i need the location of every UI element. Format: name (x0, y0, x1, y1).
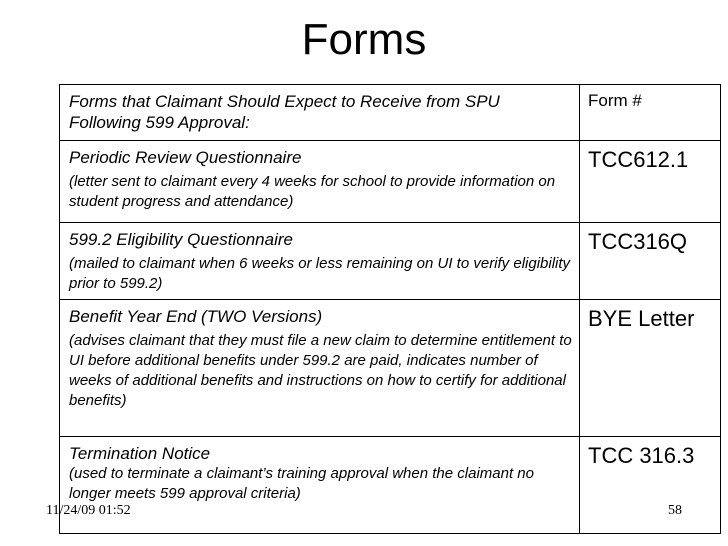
header-description: Forms that Claimant Should Expect to Receive from SPU Following 599 Approval: (69, 92, 500, 132)
row-form-cell (580, 300, 721, 437)
table-row (60, 437, 721, 534)
row-form-cell (580, 437, 721, 534)
row-form-number: TCC612.1 (588, 147, 689, 172)
row-description-cell (60, 223, 580, 300)
table-row (60, 223, 721, 300)
row-form-note: (used to terminate a claimant’s training approval when the claimant no longer meets 599 approval criteria) (69, 465, 534, 502)
row-form-name: Benefit Year End (TWO Versions) (69, 307, 323, 326)
slide-title: Forms (301, 15, 427, 64)
header-description-cell (60, 85, 580, 141)
row-form-number: BYE Letter (588, 306, 695, 331)
row-description-cell (60, 141, 580, 223)
row-form-cell (580, 141, 721, 223)
header-form-cell (580, 85, 721, 141)
row-description-cell (60, 437, 580, 534)
row-form-name: Termination Notice (69, 444, 211, 463)
row-form-name: Periodic Review Questionnaire (69, 148, 302, 167)
table-header-row (60, 85, 721, 141)
row-form-number: TCC316Q (588, 229, 688, 254)
row-form-note: (advises claimant that they must file a new claim to determine entitlement to UI before additional benefits under 599.2 are paid, indicates number of weeks of additional benefits and instructions on how to certify for additional benefits) (69, 332, 572, 409)
row-form-note: (letter sent to claimant every 4 weeks for school to provide information on student progress and attendance) (69, 173, 556, 210)
footer-date: 11/24/09 01:52 (46, 503, 131, 518)
header-form-label: Form # (588, 91, 642, 110)
row-description-cell (60, 300, 580, 437)
page-number: 58 (668, 503, 682, 518)
row-form-name: 599.2 Eligibility Questionnaire (69, 230, 293, 249)
row-form-note: (mailed to claimant when 6 weeks or less remaining on UI to verify eligibility prior to 599.2) (69, 255, 571, 292)
table-row (60, 300, 721, 437)
table-row (60, 141, 721, 223)
row-form-cell (580, 223, 721, 300)
row-form-number: TCC 316.3 (588, 443, 695, 468)
forms-table (59, 84, 721, 534)
